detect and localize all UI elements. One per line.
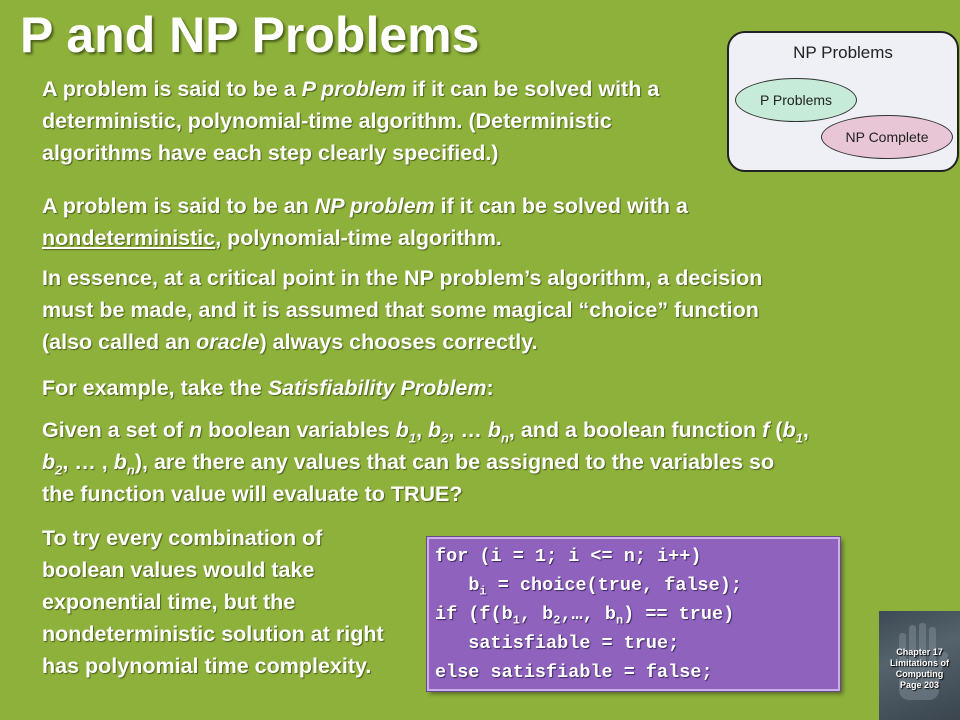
chapter-badge	[879, 611, 960, 720]
venn-outer-label: NP Problems	[793, 43, 893, 62]
example-paragraph	[42, 372, 812, 404]
satisfiability-term: Satisfiability Problem	[267, 376, 487, 400]
oracle-term: oracle	[196, 330, 260, 354]
venn-npc-ellipse	[821, 115, 953, 159]
code-line-2: $b_i$ = choice(true, false);	[468, 575, 742, 599]
p-problem-term: P problem	[301, 77, 406, 101]
badge-text	[879, 647, 960, 691]
example-text-1: For example, take the	[42, 376, 268, 400]
badge-chapter-title-2: Computing	[895, 669, 944, 679]
example-text-2: :	[486, 376, 494, 400]
venn-p-ellipse	[735, 78, 857, 122]
np-problem-term: NP problem	[314, 194, 435, 218]
np-def-text-1: A problem is said to be an	[42, 194, 315, 218]
p-definition	[42, 73, 722, 169]
p-def-text-2: if it can be solved with a deterministic, polynomial-time algorithm. (Deterministic algorithms have each step clearly specified.)	[42, 77, 660, 165]
slide-title: P and NP Problems	[20, 7, 480, 63]
venn-diagram	[727, 31, 959, 172]
code-line-4: satisfiable = true;	[435, 633, 680, 654]
np-def-text-3: , polynomial-time algorithm.	[215, 226, 502, 250]
try-paragraph	[42, 522, 387, 682]
code-line-5: else satisfiable = false;	[435, 662, 713, 683]
code-line-1: for (i = 1; i <= n; i++)	[435, 546, 702, 567]
venn-npc-label: NP Complete	[845, 129, 929, 145]
essence-text-1: In essence, at a critical point in the NP problem’s algorithm, a decision must be made, and it is assumed that some magical “choice” function (also called an	[42, 266, 763, 354]
nondeterministic-term: nondeterministic	[42, 226, 216, 250]
np-def-text-2: if it can be solved with a	[434, 194, 688, 218]
np-definition	[42, 190, 802, 254]
venn-p-label: P Problems	[759, 92, 833, 108]
essence-text-2: ) always chooses correctly.	[259, 330, 538, 354]
code-line-3: if ($f(b_1$, $b_2,\dots$, $b_n$) == true)	[435, 604, 735, 628]
given-paragraph: Given a set of n boolean variables $b_1$, $b_2$, … $b_n$, and a boolean function f ($b_1$, $b_2$, … , $b_n$), are there any values that can be assigned to the variables so the function value will evaluate to TRUE?	[42, 418, 809, 506]
code-box	[427, 537, 840, 691]
try-text: To try every combination of boolean values would take exponential time, but the nondeterministic solution at right has polynomial time complexity.	[42, 526, 384, 678]
badge-chapter: Chapter 17	[896, 647, 943, 657]
essence-paragraph	[42, 262, 812, 358]
badge-chapter-title-1: Limitations of	[890, 658, 949, 668]
p-def-text-1: A problem is said to be a	[42, 77, 302, 101]
badge-page: Page 203	[899, 680, 940, 690]
